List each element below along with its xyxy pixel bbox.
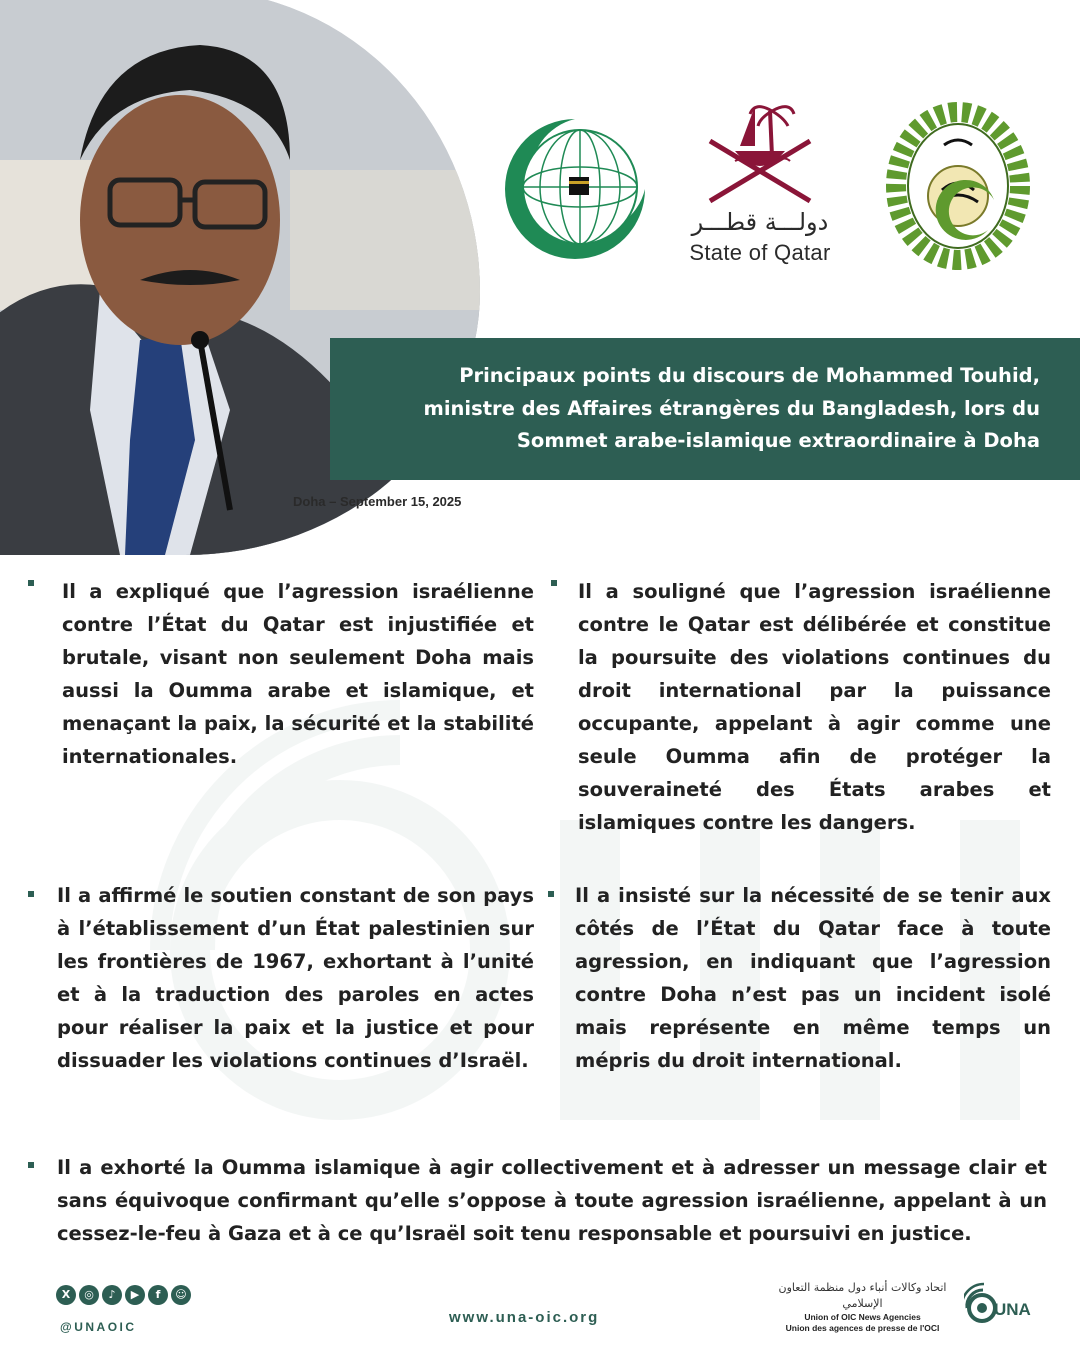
x-icon[interactable]: X bbox=[56, 1285, 76, 1305]
qatar-arabic-name: دولـــة قطـــر bbox=[691, 208, 829, 236]
bullet-point: Il a souligné que l’agression israélienne contre le Qatar est délibérée et constitue la poursuite des violations continues du droit international par la puissance occupante, appelant à agir comme une seule Oumma afin de protéger la souveraineté des États arabes et islamiques contre les dangers. bbox=[578, 580, 1051, 834]
social-links bbox=[56, 1285, 191, 1305]
website-link[interactable]: www.una-oic.org bbox=[449, 1309, 600, 1326]
bullet-marker bbox=[28, 891, 34, 897]
state-of-qatar-logo bbox=[680, 96, 840, 271]
agency-name-arabic: اتحاد وكالات أنباء دول منظمة التعاون الإسلامي bbox=[778, 1281, 947, 1310]
qatar-english-name: State of Qatar bbox=[689, 240, 831, 265]
bullet-point: Il a insisté sur la nécessité de se tenir aux côtés de l’État du Qatar face à toute agression, en indiquant que l’agression contre Doha n’est pas un incident isolé mais représente en même temps un mépris du droit international. bbox=[575, 884, 1051, 1072]
qatar-emblem-icon bbox=[680, 96, 840, 206]
youtube-icon[interactable]: ▶ bbox=[125, 1285, 145, 1305]
bullet-point: Il a affirmé le soutien constant de son pays à l’établissement d’un État palestinien sur les frontières de 1967, exhortant à l’unité et à la traduction des paroles en actes pour réaliser la paix et la justice et pour dissuader les violations continues d’Israël. bbox=[57, 884, 534, 1072]
bullet-marker bbox=[551, 580, 557, 586]
agency-name-french: Union des agences de presse de l'OCI bbox=[785, 1323, 940, 1333]
bullet-marker bbox=[548, 891, 554, 897]
oic-logo bbox=[500, 115, 650, 260]
arab-league-logo bbox=[884, 100, 1032, 272]
facebook-icon[interactable]: f bbox=[148, 1285, 168, 1305]
agency-name-english: Union of OIC News Agencies bbox=[804, 1312, 921, 1322]
social-handle[interactable]: @UNAOIC bbox=[60, 1320, 137, 1334]
bullet-marker bbox=[28, 580, 34, 586]
tiktok-icon[interactable]: ♪ bbox=[102, 1285, 122, 1305]
headline: Principaux points du discours de Mohammed Touhid, ministre des Affaires étrangères du Bangladesh, lors du Sommet arabe-islamique extraordinaire à Doha bbox=[423, 364, 1040, 452]
agency-name bbox=[770, 1280, 955, 1334]
bullet-point: Il a exhorté la Oumma islamique à agir collectivement et à adresser un message clair et sans équivoque confirmant qu’elle s’oppose à toute agression israélienne, appelant à un cessez-le-feu à Gaza et à ce qu’Israël soit tenu responsable et poursuivi en justice. bbox=[57, 1156, 1047, 1245]
dateline: Doha – September 15, 2025 bbox=[293, 494, 462, 509]
instagram-icon[interactable]: ◎ bbox=[79, 1285, 99, 1305]
bullet-point: Il a expliqué que l’agression israélienne contre l’État du Qatar est injustifiée et brutale, visant non seulement Doha mais aussi la Oumma arabe et islamique, et menaçant la paix, la sécurité et la stabilité internationales. bbox=[62, 580, 534, 768]
bullet-marker bbox=[28, 1162, 34, 1168]
snapchat-icon[interactable]: ☺ bbox=[171, 1285, 191, 1305]
una-wordmark: UNA bbox=[994, 1300, 1031, 1319]
